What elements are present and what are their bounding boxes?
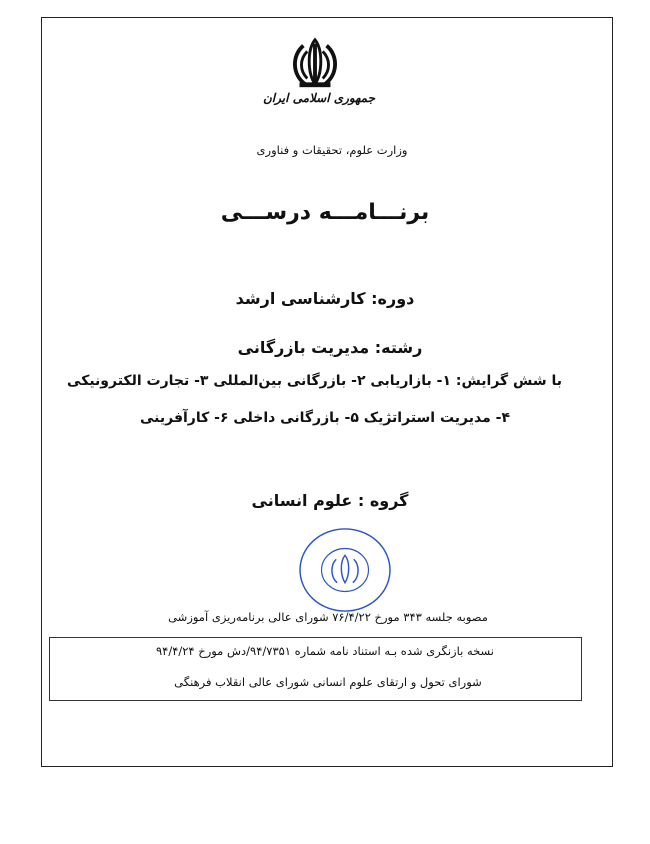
iran-emblem-icon bbox=[286, 34, 344, 92]
revision-line-1: نسخه بازنگری شده بـه استناد نامه شماره ۹۴/۷۳۵۱/دش مورخ ۹۴/۴/۲۴ bbox=[155, 644, 495, 658]
specializations-line-1: با شش گرایش: ۱- بازاریابی ۲- بازرگانی بین‌المللی ۳- تجارت الکترونیکی bbox=[67, 373, 562, 389]
ministry-seal-icon bbox=[296, 526, 394, 614]
republic-logotype: جمهوری اسلامی ایران bbox=[262, 91, 376, 105]
revision-line-2: شورای تحول و ارتقای علوم انسانی شورای عالی انقلاب فرهنگی bbox=[174, 675, 482, 689]
program-field: رشته: مدیریت بازرگانی bbox=[237, 338, 423, 357]
specializations-line-2: ۴- مدیریت استراتژیک ۵- بازرگانی داخلی ۶- کارآفرینی bbox=[139, 410, 510, 426]
document-title: برنـــامـــه درســـی bbox=[220, 200, 430, 225]
ministry-name: وزارت علوم، تحقیقات و فناوری bbox=[256, 143, 408, 157]
approval-note: مصوبه جلسه ۳۴۳ مورخ ۷۶/۴/۲۲ شورای عالی برنامه‌ریزی آموزشی bbox=[168, 610, 488, 624]
program-group: گروه : علوم انسانی bbox=[251, 491, 409, 510]
seal-ring-text bbox=[296, 526, 299, 528]
program-level: دوره: کارشناسی ارشد bbox=[235, 289, 415, 308]
svg-text:وزارت علوم، تحقیقات و فناوری ش bbox=[296, 526, 299, 528]
